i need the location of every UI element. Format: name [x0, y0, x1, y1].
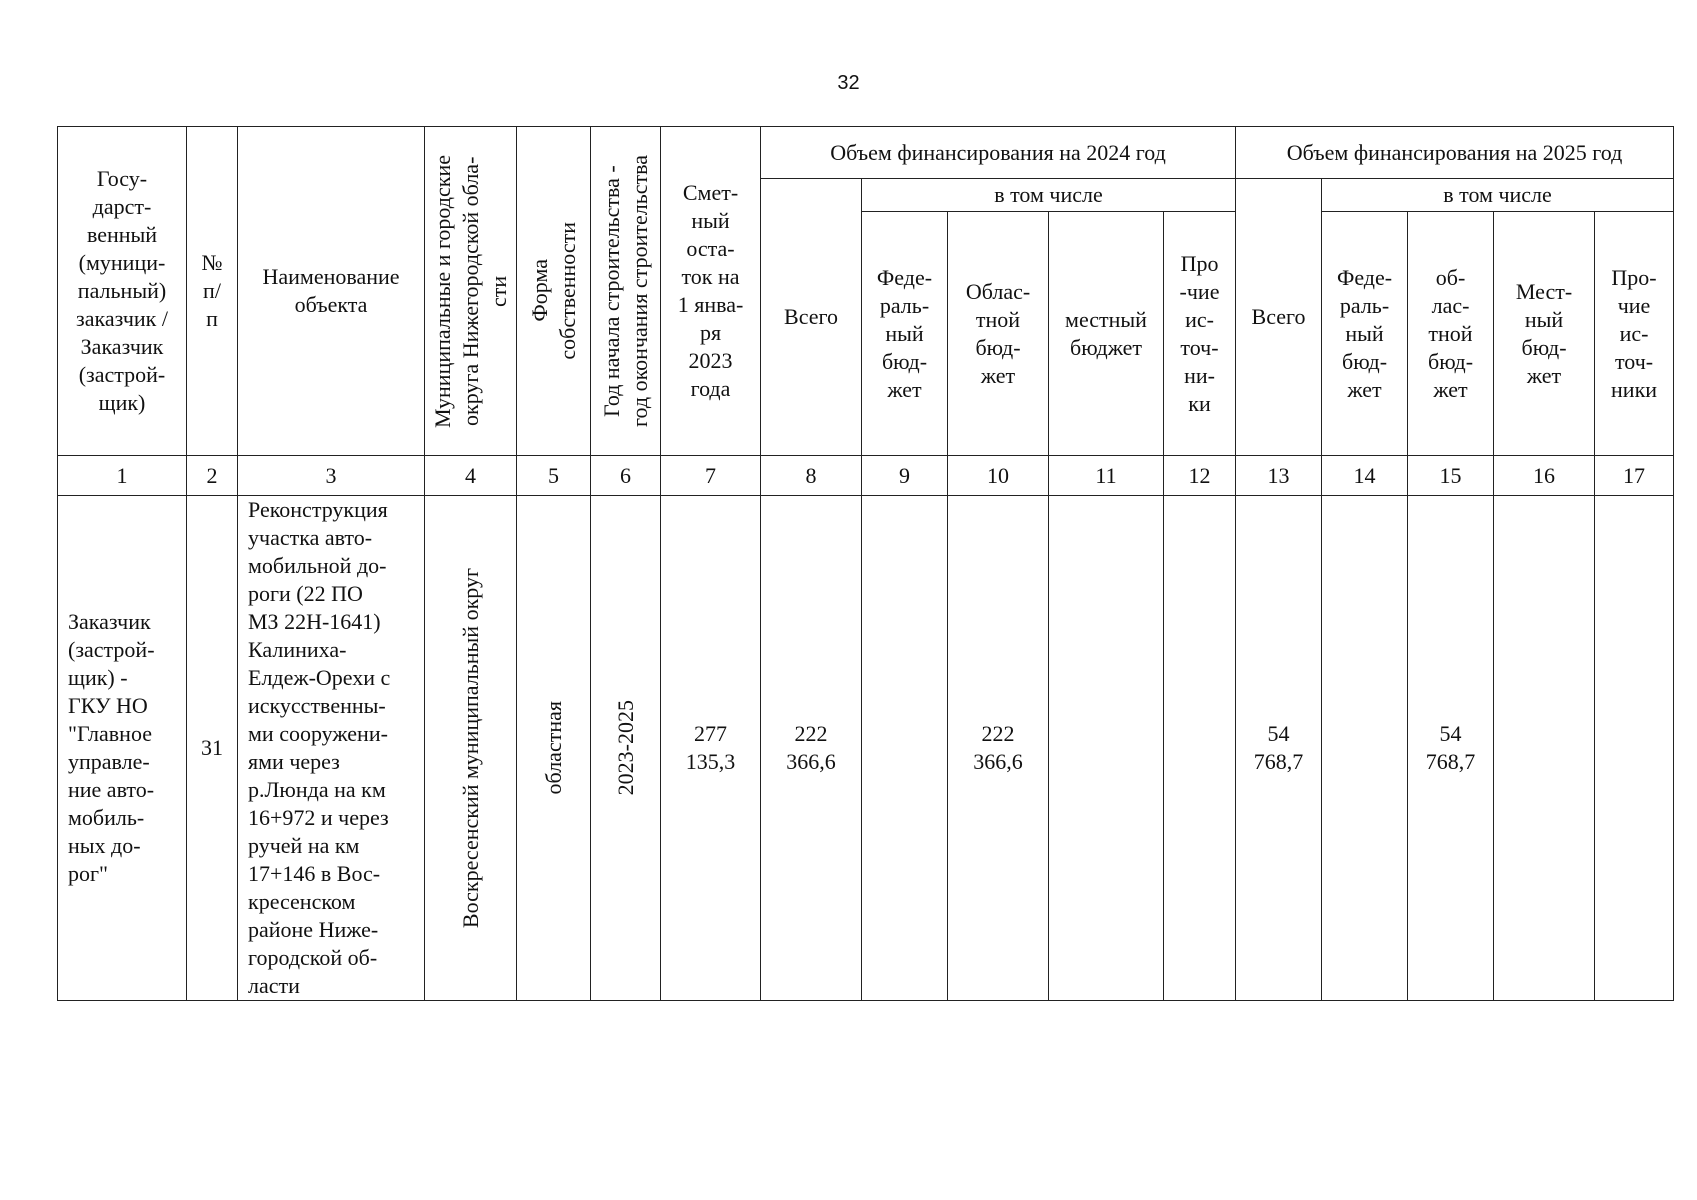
cell-local-2025: [1494, 496, 1595, 1001]
header-remainder: Смет- ный оста- ток на 1 янва- ря 2023 года: [661, 127, 761, 456]
cell-federal-2024: [862, 496, 948, 1001]
header-other-2024: Про -чие ис- точ- ни- ки: [1164, 212, 1236, 456]
header-federal-2025: Феде- раль- ный бюд- жет: [1322, 212, 1408, 456]
cell-district: [425, 496, 517, 1001]
header-district: [425, 127, 517, 456]
cell-regional-2025: 54 768,7: [1408, 496, 1494, 1001]
header-other-2025: Про- чие ис- точ- ники: [1595, 212, 1674, 456]
page-number: 32: [837, 72, 860, 94]
cell-years: [591, 496, 661, 1001]
column-number: 10: [948, 456, 1049, 496]
table-row: [58, 496, 1674, 1001]
column-number: 12: [1164, 456, 1236, 496]
column-number: 7: [661, 456, 761, 496]
column-number: 6: [591, 456, 661, 496]
cell-ownership: [517, 496, 591, 1001]
cell-remainder: 277 135,3: [661, 496, 761, 1001]
column-number: 1: [58, 456, 187, 496]
column-number: 16: [1494, 456, 1595, 496]
header-local-2025: Мест- ный бюд- жет: [1494, 212, 1595, 456]
header-funding-2024: Объем финансирования на 2024 год: [761, 127, 1236, 179]
header-ownership: [517, 127, 591, 456]
column-number: 13: [1236, 456, 1322, 496]
cell-total-2024: 222 366,6: [761, 496, 862, 1001]
header-num: № п/ п: [187, 127, 238, 456]
cell-regional-2024: 222 366,6: [948, 496, 1049, 1001]
header-district-text: Муниципальные и городские округа Нижегородской обла- сти: [429, 154, 511, 428]
cell-customer: Заказчик (застрой- щик) - ГКУ НО "Главное управле- ние авто- мобиль- ных до- рог": [58, 496, 187, 1001]
cell-federal-2025: [1322, 496, 1408, 1001]
column-number: 15: [1408, 456, 1494, 496]
header-including-2025: в том числе: [1322, 179, 1674, 212]
column-number: 14: [1322, 456, 1408, 496]
column-number: 4: [425, 456, 517, 496]
cell-total-2025: 54 768,7: [1236, 496, 1322, 1001]
cell-num: 31: [187, 496, 238, 1001]
header-name: Наименование объекта: [238, 127, 425, 456]
cell-name: Реконструкция участка авто- мобильной до- роги (22 ПО МЗ 22Н-1641) Калиниха- Елдеж-Орехи с искусственны- ми сооружени- ями через р.Люнда на км 16+972 и через ручей на км 17+146 в Вос- кресенском районе Ниже- городской об- ласти: [238, 496, 425, 1001]
header-customer: Госу- дарст- венный (муници- пальный) заказчик / Заказчик (застрой- щик): [58, 127, 187, 456]
cell-other-2025: [1595, 496, 1674, 1001]
column-number: 2: [187, 456, 238, 496]
header-years-text: Год начала строительства - год окончания строительства: [598, 155, 652, 427]
header-years: [591, 127, 661, 456]
header-total-2024: Всего: [761, 179, 862, 456]
cell-local-2024: [1049, 496, 1164, 1001]
cell-ownership-text: областная: [540, 701, 566, 795]
header-regional-2025: об- лас- тной бюд- жет: [1408, 212, 1494, 456]
cell-years-text: 2023-2025: [612, 700, 638, 796]
header-regional-2024: Облас- тной бюд- жет: [948, 212, 1049, 456]
column-number: 8: [761, 456, 862, 496]
column-number: 5: [517, 456, 591, 496]
column-number: 17: [1595, 456, 1674, 496]
cell-other-2024: [1164, 496, 1236, 1001]
header-funding-2025: Объем финансирования на 2025 год: [1236, 127, 1674, 179]
header-total-2025: Всего: [1236, 179, 1322, 456]
header-local-2024: местный бюджет: [1049, 212, 1164, 456]
header-including-2024: в том числе: [862, 179, 1236, 212]
header-ownership-text: Форма собственности: [526, 222, 580, 360]
column-number: 11: [1049, 456, 1164, 496]
cell-district-text: Воскресенский муниципальный округ: [457, 567, 483, 929]
financing-table: [57, 126, 1674, 1001]
column-number: 9: [862, 456, 948, 496]
header-federal-2024: Феде- раль- ный бюд- жет: [862, 212, 948, 456]
header-row-1: [58, 127, 1674, 179]
column-number: 3: [238, 456, 425, 496]
column-number-row: [58, 456, 1674, 496]
